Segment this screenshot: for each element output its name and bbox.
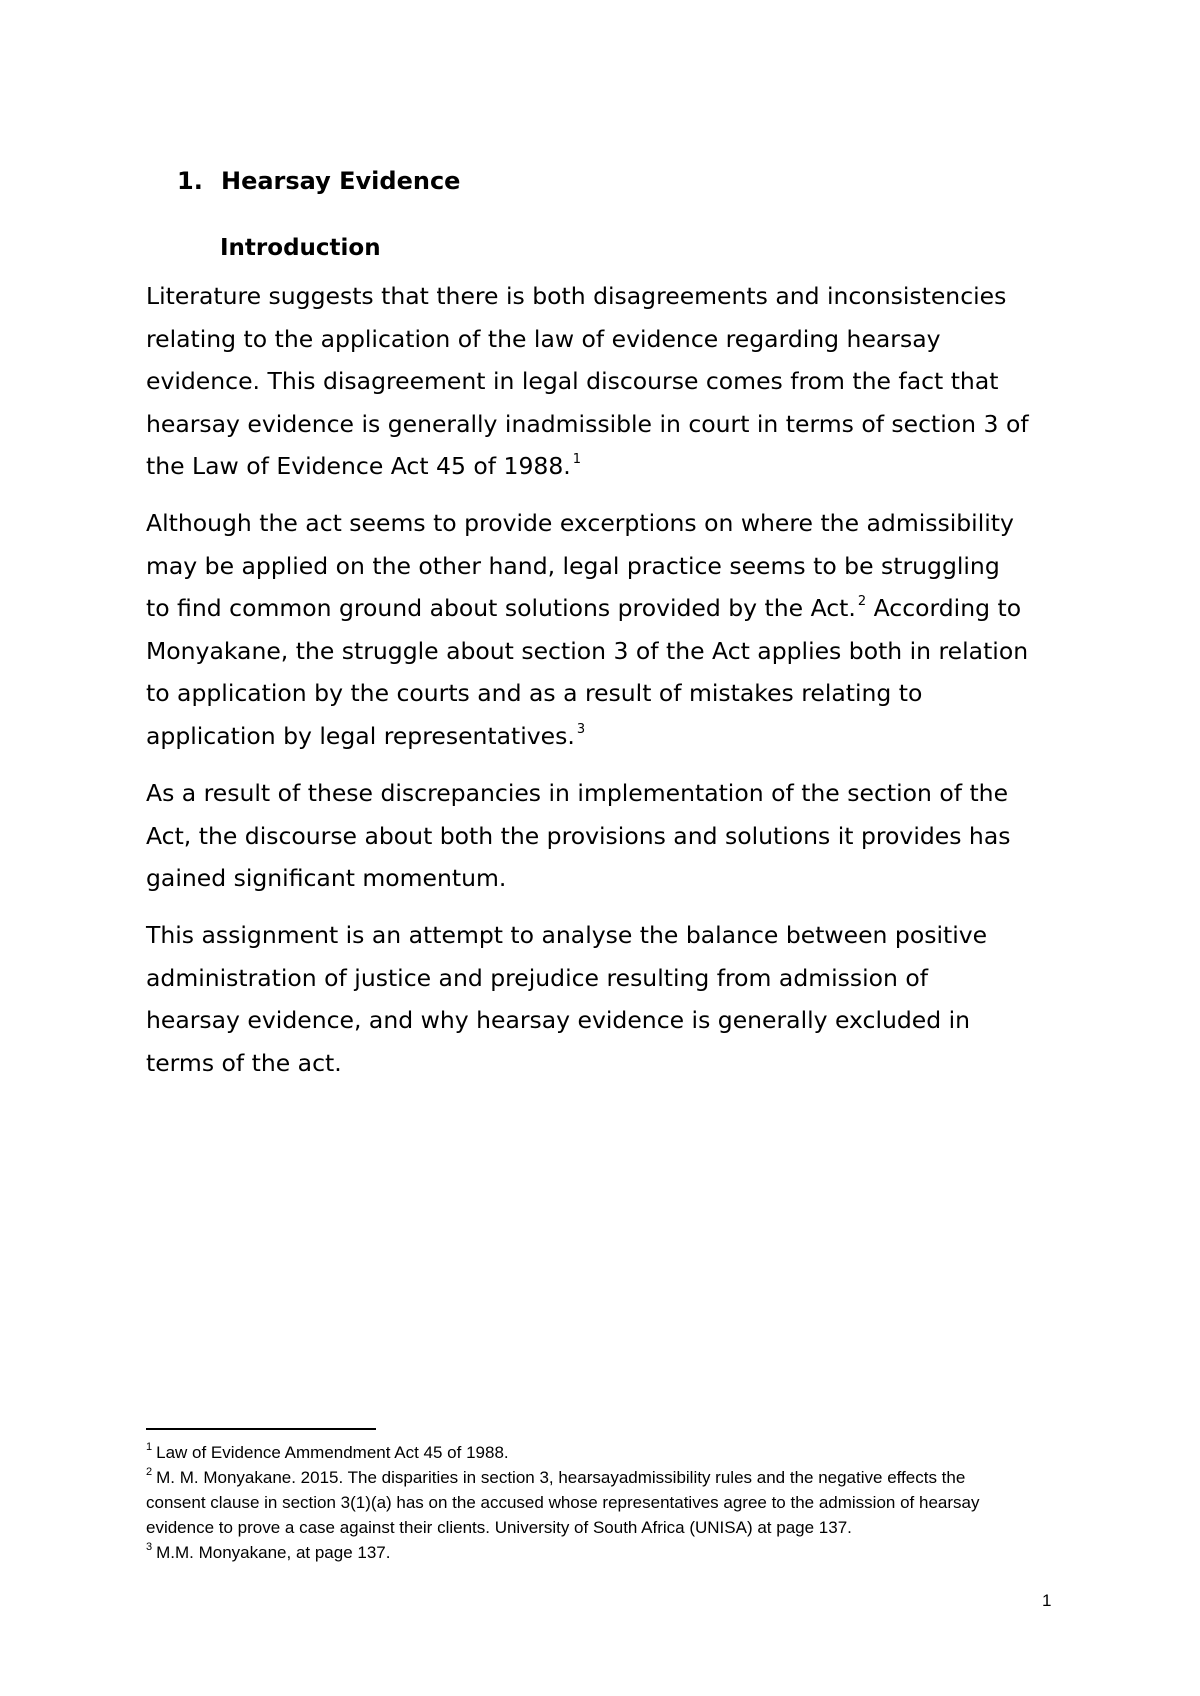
paragraph-line xyxy=(146,715,1081,758)
paragraph-line-text: the Law of Evidence Act 45 of 1988. xyxy=(146,452,571,480)
paragraph-line: to application by the courts and as a result of mistakes relating to xyxy=(146,679,923,707)
paragraph-line: may be applied on the other hand, legal practice seems to be struggling xyxy=(146,551,1000,580)
paragraph-line: This assignment is an attempt to analyse the balance between positive xyxy=(146,921,988,949)
footnote-ref-3[interactable]: 3 xyxy=(576,721,586,737)
footnote-line: consent clause in section 3(1)(a) has on the accused whose representatives agree to the admission of hearsay xyxy=(146,1493,980,1512)
paragraph-1 xyxy=(146,275,1081,488)
footnote-text: Law of Evidence Ammendment Act 45 of 1988. xyxy=(156,1443,509,1462)
footnote-line xyxy=(146,1440,1086,1465)
footnote-text: M. M. Monyakane. 2015. The disparities in section 3, hearsayadmissibility rules and the negative effects the xyxy=(156,1468,966,1487)
paragraph-line: Literature suggests that there is both disagreements and inconsistencies xyxy=(146,282,1007,310)
paragraph-line: gained significant momentum. xyxy=(146,864,507,892)
section-heading xyxy=(177,166,460,196)
paragraph-line: administration of justice and prejudice resulting from admission of xyxy=(146,963,929,992)
footnote-1 xyxy=(146,1440,1086,1465)
paragraph-line: hearsay evidence, and why hearsay evidence is generally excluded in xyxy=(146,1006,971,1034)
footnote-2 xyxy=(146,1465,1086,1540)
section-title: Hearsay Evidence xyxy=(221,167,461,195)
paragraph-4 xyxy=(146,914,1081,1084)
subsection-heading: Introduction xyxy=(220,235,381,261)
paragraph-line: Although the act seems to provide excerptions on where the admissibility xyxy=(146,509,1014,537)
paragraph-line: As a result of these discrepancies in implementation of the section of the xyxy=(146,779,1009,807)
paragraph-line-text: application by legal representatives. xyxy=(146,721,575,750)
paragraph-line xyxy=(146,587,1081,630)
footnote-marker: 1 xyxy=(146,1441,153,1454)
paragraph-line-tail: According to xyxy=(866,594,1022,622)
footnote-line xyxy=(146,1540,1086,1565)
footnote-separator xyxy=(146,1428,376,1430)
footnote-ref-2[interactable]: 2 xyxy=(857,594,867,610)
paragraph-line: hearsay evidence is generally inadmissible in court in terms of section 3 of xyxy=(146,409,1029,438)
page-number: 1 xyxy=(1042,1591,1052,1610)
footnote-marker: 2 xyxy=(146,1466,153,1479)
paragraph-3 xyxy=(146,772,1081,900)
footnotes xyxy=(146,1440,1086,1565)
paragraph-line: Act, the discourse about both the provisions and solutions it provides has xyxy=(146,821,1011,850)
paragraph-2 xyxy=(146,502,1081,757)
section-number: 1. xyxy=(177,167,203,195)
paragraph-line: evidence. This disagreement in legal discourse comes from the fact that xyxy=(146,367,999,395)
footnote-marker: 3 xyxy=(146,1541,153,1554)
paragraph-line-text: to find common ground about solutions provided by the Act. xyxy=(146,594,856,622)
paragraph-line: Monyakane, the struggle about section 3 of the Act applies both in relation xyxy=(146,636,1029,665)
paragraph-line: relating to the application of the law of evidence regarding hearsay xyxy=(146,324,941,353)
paragraph-line xyxy=(146,445,1081,488)
paragraph-line: terms of the act. xyxy=(146,1048,342,1077)
footnote-line xyxy=(146,1465,1086,1490)
footnote-3 xyxy=(146,1540,1086,1565)
footnote-line: evidence to prove a case against their clients. University of South Africa (UNISA) at page 137. xyxy=(146,1518,852,1537)
footnote-text: M.M. Monyakane, at page 137. xyxy=(156,1543,391,1562)
footnote-ref-1[interactable]: 1 xyxy=(572,452,582,468)
